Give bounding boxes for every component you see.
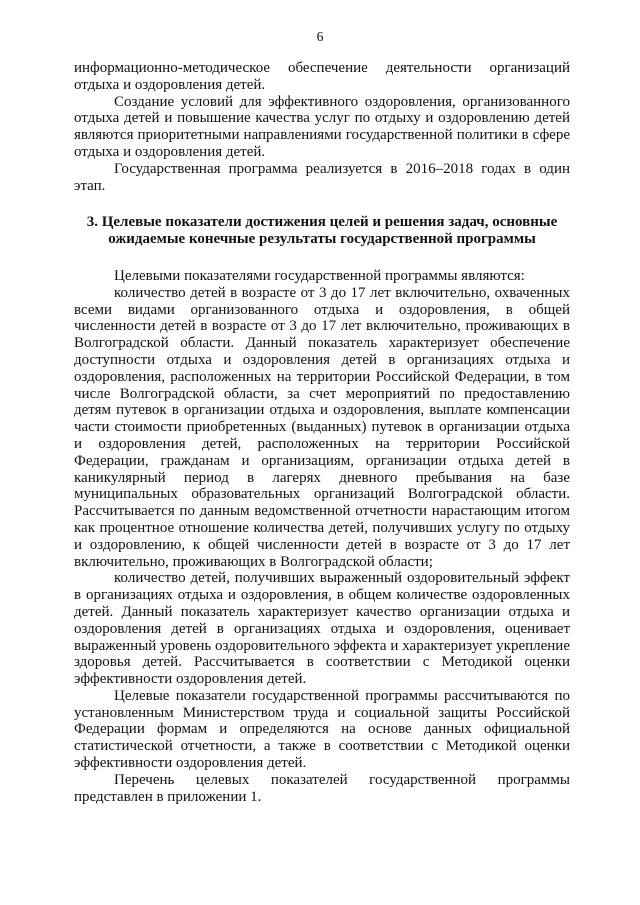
paragraph-appendix-reference: Перечень целевых показателей государственной программы представлен в приложении 1.	[74, 771, 570, 805]
paragraph-continuation: информационно-методическое обеспечение деятельности организаций отдыха и оздоровления детей.	[74, 60, 570, 93]
paragraph-calculation: Целевые показатели государственной программы рассчитываются по установленным Министерством труда и социальной защиты Российской Федерации формам и определяются на основе данных официальной статистической отчетности, а также в соответствии с Методикой оценки эффективности оздоровления детей.	[74, 687, 570, 772]
paragraph-indicator-health-effect: количество детей, получивших выраженный оздоровительный эффект в организациях отдыха и оздоровления, в общем количестве оздоровленных детей. Данный показатель характеризует качество организации отдыха и оздоровления детей в организациях отдыха и оздоровления, оценивает выраженный уровень оздоровительного эффекта и характеризует укрепление здоровья детей. Рассчитывается в соответствии с Методикой оценки эффективности оздоровления детей.	[74, 570, 570, 688]
paragraph-conditions: Создание условий для эффективного оздоровления, организованного отдыха детей и повышение качества услуг по отдыху и оздоровлению детей являются приоритетными направлениями государственной политики в сфере отдыха и оздоровления детей.	[74, 93, 570, 160]
paragraph-program-period: Государственная программа реализуется в 2016–2018 годах в один этап.	[74, 160, 570, 194]
section-heading: 3. Целевые показатели достижения целей и решения задач, основные ожидаемые конечные результаты государственной программы	[86, 214, 558, 248]
paragraph-indicator-coverage: количество детей в возрасте от 3 до 17 лет включительно, охваченных всеми видами организованного отдыха и оздоровления, в общей численности детей в возрасте от 3 до 17 лет включительно, проживающих в Волгоградской области. Данный показатель характеризует обеспечение доступности отдыха и оздоровления детей в организациях отдыха и оздоровления, расположенных на территории Российской Федерации, в том числе Волгоградской области, за счет мероприятий по предоставлению детям путевок в организации отдыха и оздоровления, выплате компенсации части стоимости приобретенных (выданных) путевок в организации отдыха и оздоровления детей, расположенных на территории Российской Федерации, гражданам и организациям, организации отдыха детей в каникулярный период в лагерях дневного пребывания на базе муниципальных образовательных организаций Волгоградской области. Рассчитывается по данным ведомственной отчетности нарастающим итогом как процентное отношение количества детей, получивших услугу по отдыху и оздоровлению, к общей численности детей в возрасте от 3 до 17 лет включительно, проживающих в Волгоградской области;	[74, 284, 570, 570]
document-body	[74, 60, 570, 805]
paragraph-indicators-intro: Целевыми показателями государственной программы являются:	[114, 267, 525, 284]
page-number: 6	[316, 29, 324, 44]
